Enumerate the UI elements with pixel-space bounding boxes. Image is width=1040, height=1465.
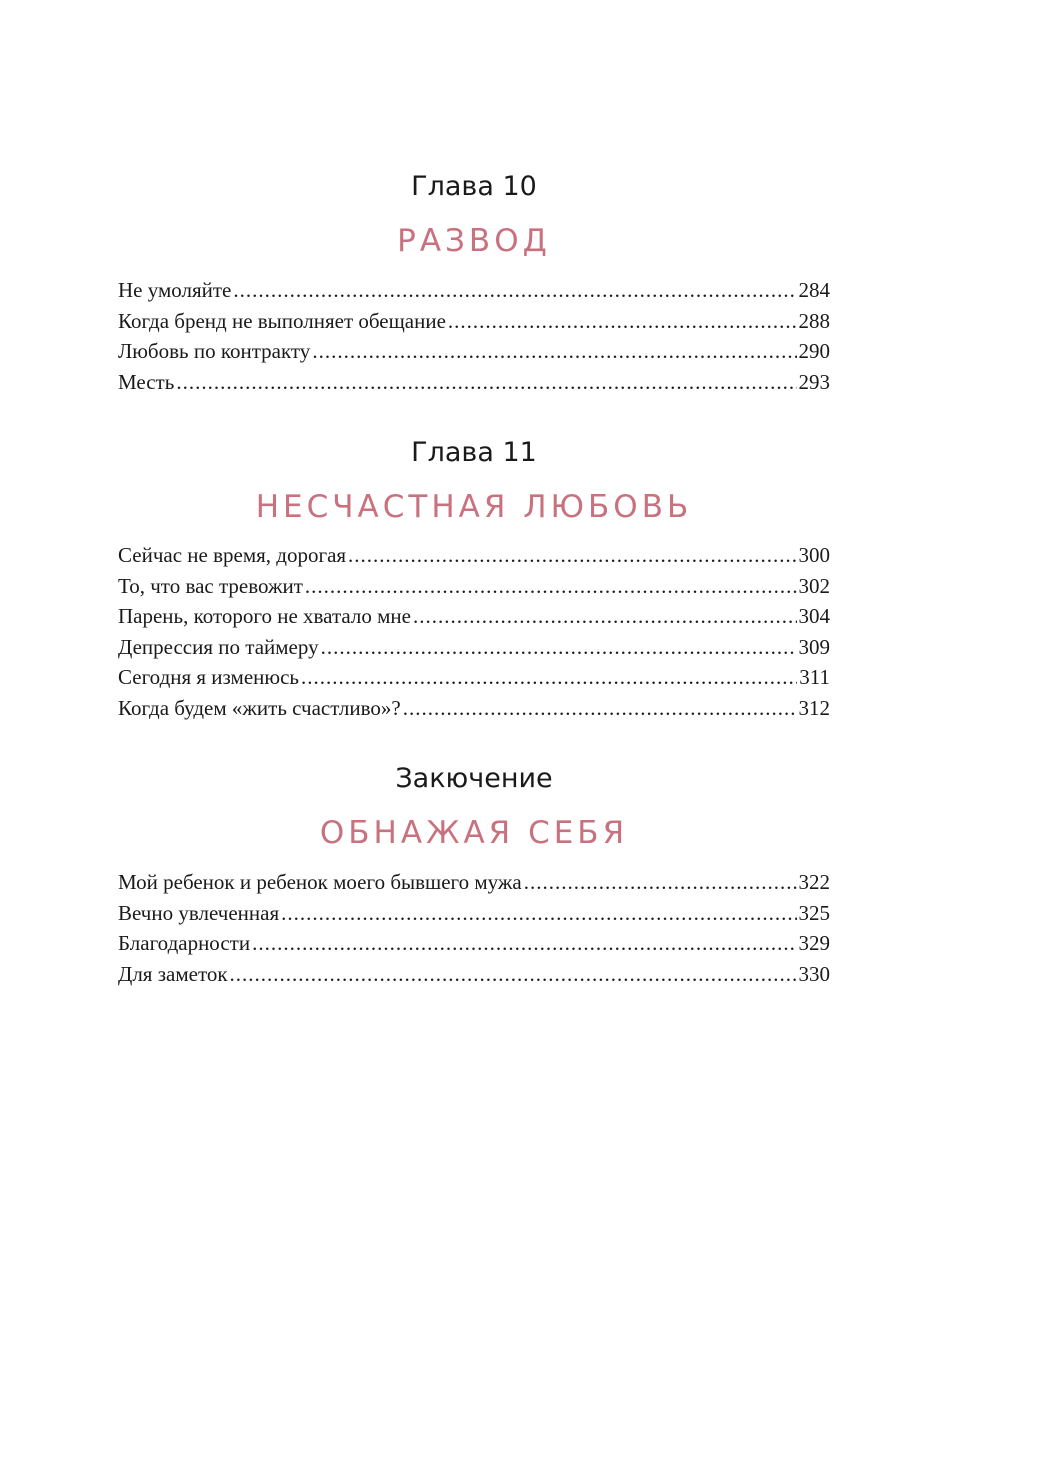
toc-entry-title: Не умоляйте: [118, 278, 232, 302]
toc-entry-title: Для заметок: [118, 961, 228, 986]
dot-leader: [312, 339, 796, 364]
toc-entry[interactable]: [118, 870, 830, 901]
toc-list: [118, 278, 830, 400]
toc-entry[interactable]: [118, 574, 830, 605]
toc-entry-title: Парень, которого не хватало мне: [118, 604, 411, 629]
toc-entry-title: Вечно увлеченная: [118, 900, 280, 925]
toc-entry-page: 311: [799, 665, 830, 690]
toc-entry-title: Сегодня я изменюсь: [118, 665, 299, 690]
toc-entry-title: Сейчас не время, дорогая: [118, 543, 347, 567]
dot-leader: [348, 543, 796, 568]
toc-entry-page: 288: [798, 308, 830, 333]
chapter-title: НЕСЧАСТНАЯ ЛЮБОВЬ: [255, 489, 693, 525]
toc-entry-page: 300: [798, 543, 830, 567]
toc-entry-page: 329: [798, 931, 830, 956]
toc-entry-page: 312: [798, 695, 830, 720]
toc-entry-title: Когда бренд не выполняет обещание: [118, 308, 446, 333]
toc-entry-title: Когда будем «жить счастливо»?: [118, 695, 401, 720]
chapter-label: Глава 11: [411, 437, 537, 468]
toc-entry-page: 304: [798, 604, 830, 629]
dot-leader: [524, 870, 797, 895]
toc-list: [118, 870, 830, 992]
toc-entry-page: 322: [798, 870, 830, 894]
toc-entry-page: 290: [798, 339, 830, 364]
toc-entry-page: 330: [798, 961, 830, 986]
toc-entry[interactable]: [118, 696, 830, 727]
toc-entry[interactable]: [118, 901, 830, 932]
dot-leader: [233, 278, 796, 303]
dot-leader: [281, 901, 796, 926]
dot-leader: [321, 635, 797, 660]
toc-entry-title: То, что вас тревожит: [118, 573, 303, 598]
toc-entry[interactable]: [118, 635, 830, 666]
toc-entry[interactable]: [118, 278, 830, 309]
dot-leader: [413, 604, 797, 629]
toc-entry-title: Любовь по контракту: [118, 339, 311, 364]
dot-leader: [252, 931, 796, 956]
toc-entry-page: 302: [798, 573, 830, 598]
toc-entry[interactable]: [118, 339, 830, 370]
toc-entry-page: 309: [798, 634, 830, 659]
chapter-title: РАЗВОД: [397, 223, 551, 259]
chapter-title: ОБНАЖАЯ СЕБЯ: [319, 815, 629, 851]
toc-list: [118, 543, 830, 727]
toc-entry-page: 284: [798, 278, 830, 302]
dot-leader: [403, 696, 797, 721]
dot-leader: [448, 309, 797, 334]
toc-entry[interactable]: [118, 543, 830, 574]
dot-leader: [230, 962, 797, 987]
chapter-label: Закючение: [395, 763, 553, 794]
toc-entry-title: Депрессия по таймеру: [118, 634, 319, 659]
dot-leader: [176, 370, 796, 395]
toc-entry-title: Благодарности: [118, 931, 251, 956]
dot-leader: [301, 665, 797, 690]
dot-leader: [305, 574, 797, 599]
toc-entry[interactable]: [118, 370, 830, 401]
toc-entry[interactable]: [118, 962, 830, 993]
toc-entry-title: Мой ребенок и ребенок моего бывшего мужа: [118, 870, 522, 894]
chapter-label: Глава 10: [411, 171, 537, 202]
toc-entry[interactable]: [118, 931, 830, 962]
toc-entry[interactable]: [118, 604, 830, 635]
toc-entry-page: 325: [798, 900, 830, 925]
toc-entry-page: 293: [798, 369, 830, 394]
toc-entry-title: Месть: [118, 369, 175, 394]
toc-entry[interactable]: [118, 309, 830, 340]
toc-entry[interactable]: [118, 665, 830, 696]
